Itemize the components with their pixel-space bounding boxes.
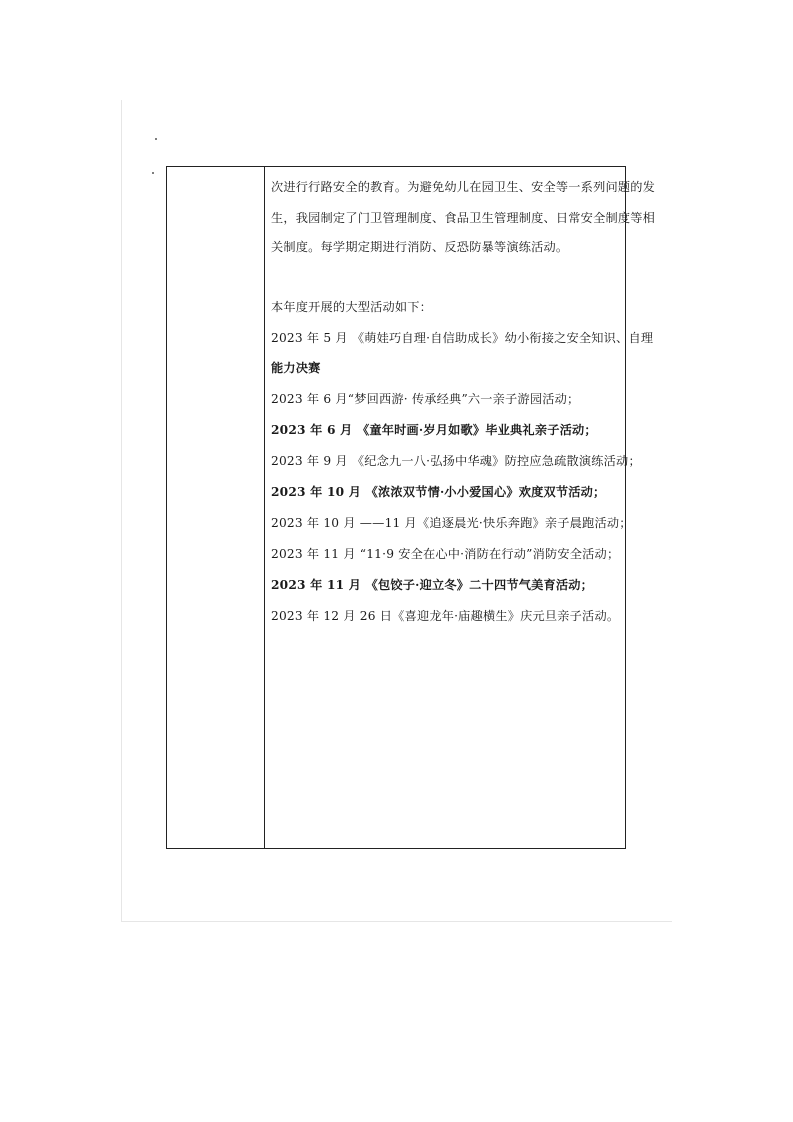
activity-item: 2023 年 10 月 《浓浓双节情·小小爱国心》欢度双节活动；	[271, 485, 606, 499]
activity-item: 2023 年 6 月 《童年时画·岁月如歌》毕业典礼亲子活动；	[271, 423, 597, 437]
activity-item: 2023 年 10 月 ——11 月《追逐晨光·快乐奔跑》亲子晨跑活动；	[271, 516, 632, 530]
activity-item: 2023 年 12 月 26 日《喜迎龙年·庙趣横生》庆元旦亲子活动。	[271, 609, 620, 623]
scan-speck	[155, 138, 157, 140]
activities-heading: 本年度开展的大型活动如下：	[271, 300, 433, 314]
form-table	[166, 166, 656, 849]
activity-item: 2023 年 5 月 《萌娃巧自理·自信助成长》幼小衔接之安全知识、自理	[271, 331, 654, 345]
activity-item: 能力决赛	[271, 361, 321, 375]
activity-item: 2023 年 11 月 “11·9 安全在心中·消防在行动”消防安全活动；	[271, 547, 620, 561]
activity-item: 2023 年 6 月“梦回西游· 传承经典”六一亲子游园活动；	[271, 392, 580, 406]
paragraph-line-3: 关制度。每学期定期进行消防、反恐防暴等演练活动。	[271, 240, 569, 254]
activity-item: 2023 年 9 月 《纪念九一八·弘扬中华魂》防控应急疏散演练活动；	[271, 454, 641, 468]
scan-speck	[152, 172, 154, 174]
paragraph-line-2: 生，我园制定了门卫管理制度、食品卫生管理制度、日常安全制度等相	[271, 211, 656, 225]
activity-item: 2023 年 11 月 《包饺子·迎立冬》二十四节气美育活动；	[271, 578, 594, 592]
table-left-column	[167, 167, 265, 848]
paragraph-line-1: 次进行行路安全的教育。为避免幼儿在园卫生、安全等一系列问题的发	[271, 180, 656, 194]
